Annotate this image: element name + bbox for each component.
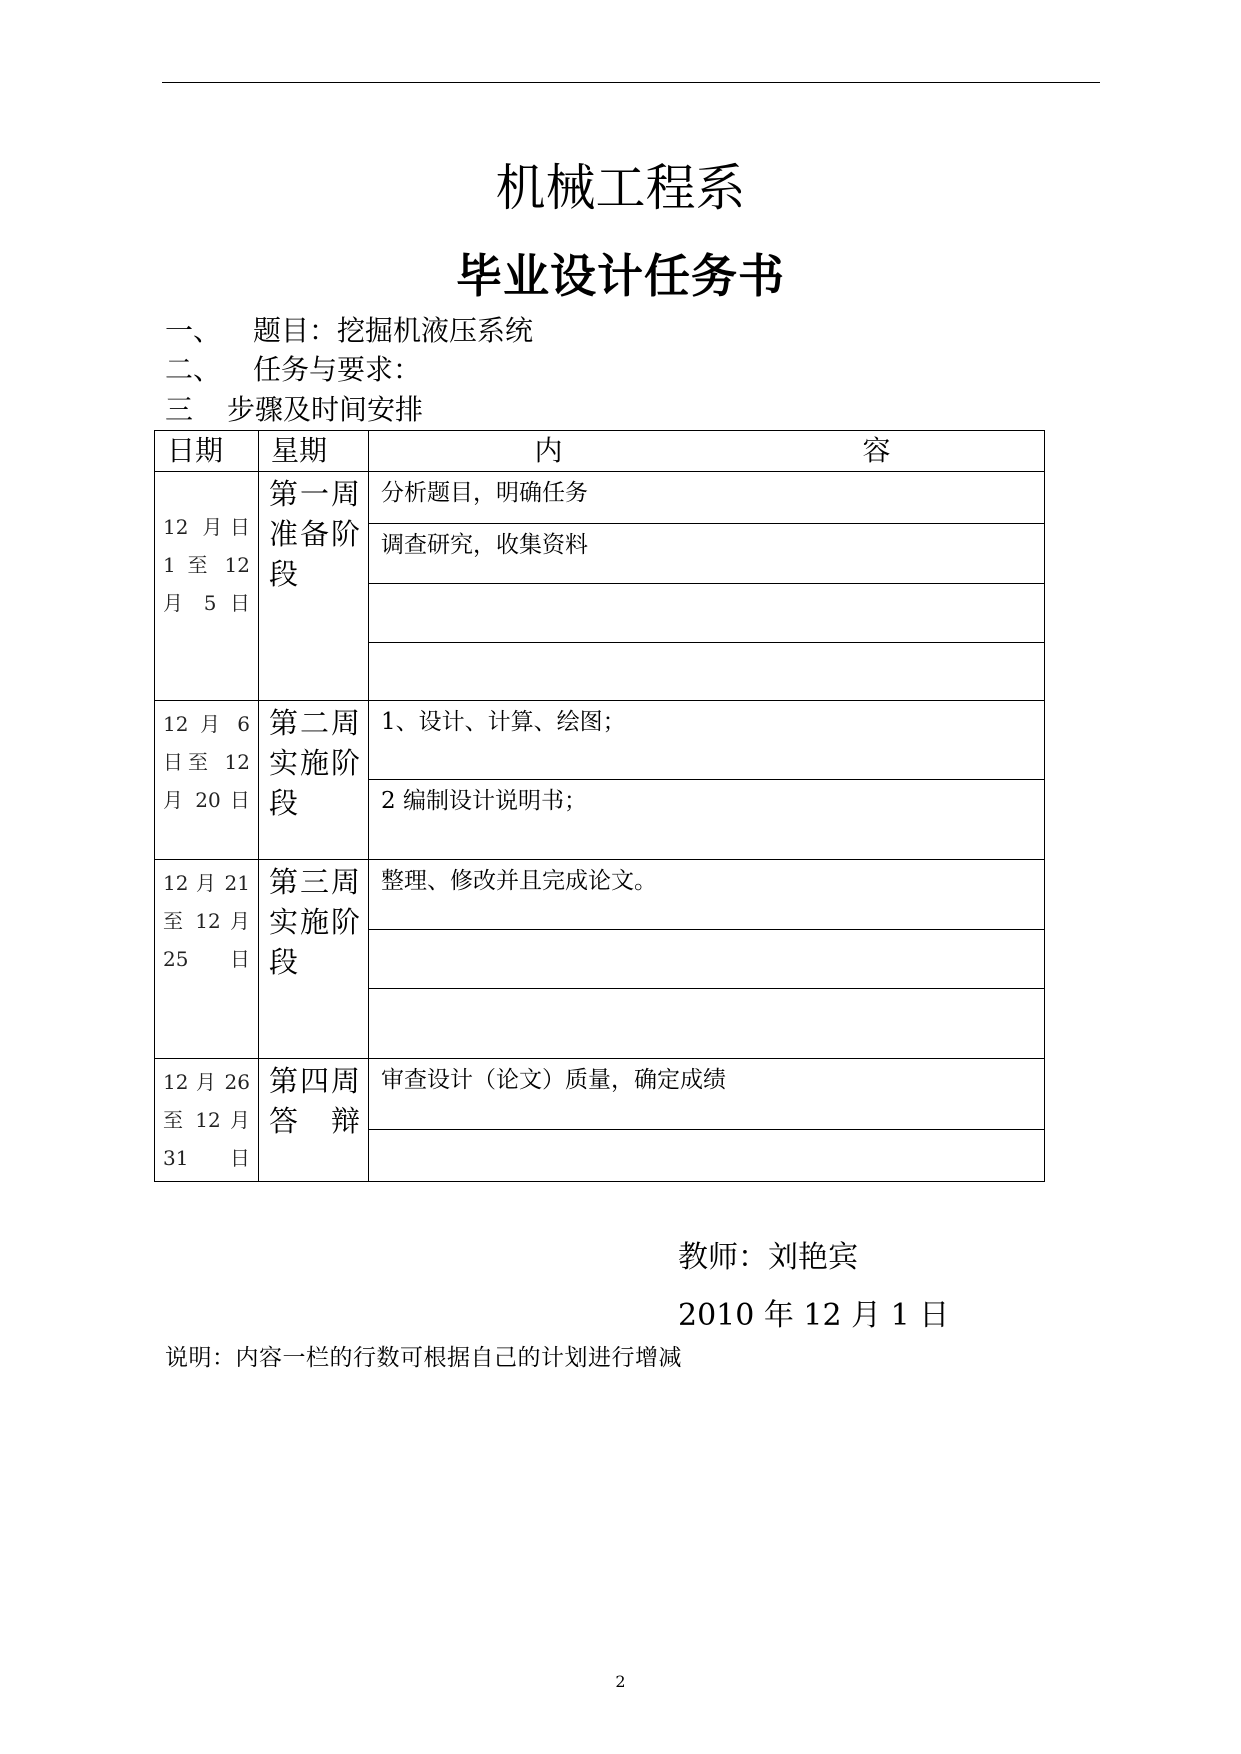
header-week: 星期 — [259, 431, 369, 472]
content-cell: 1、设计、计算、绘图； — [369, 701, 1045, 780]
department-title: 机械工程系 — [495, 159, 746, 217]
content-cell — [369, 930, 1045, 989]
content-cell: 审查设计（论文）质量，确定成绩 — [369, 1059, 1045, 1130]
content-cell — [369, 584, 1045, 643]
phase-cell: 第四周答辩 — [259, 1059, 369, 1182]
date-cell: 12 月日 1 至 12 月 5 日 — [155, 472, 259, 701]
header-content-right: 容 — [862, 434, 891, 467]
section-number: 三 — [165, 393, 194, 426]
section-text: 题目：挖掘机液压系统 — [253, 314, 534, 347]
section-number: 二、 — [165, 353, 222, 386]
content-cell: 2 编制设计说明书； — [369, 780, 1045, 860]
table-row — [155, 701, 1045, 780]
header-content-left: 内 — [534, 434, 563, 467]
section-number: 一、 — [165, 314, 222, 347]
page-number: 2 — [615, 1672, 626, 1691]
table-row — [155, 860, 1045, 930]
header-rule — [162, 82, 1100, 83]
table-header-row — [155, 431, 1045, 472]
header-content — [369, 431, 1045, 472]
section-requirements — [165, 352, 421, 388]
schedule-table — [154, 430, 1045, 1182]
teacher-signature: 教师：刘艳宾 — [678, 1240, 858, 1275]
header-date: 日期 — [155, 431, 259, 472]
date-cell: 12 月 21 至 12 月 25 日 — [155, 860, 259, 1059]
date-cell: 12 月 6 日至 12 月 20 日 — [155, 701, 259, 860]
content-cell — [369, 1129, 1045, 1181]
table-row — [155, 472, 1045, 524]
content-cell: 调查研究，收集资料 — [369, 524, 1045, 584]
content-cell: 整理、修改并且完成论文。 — [369, 860, 1045, 930]
document-title: 毕业设计任务书 — [456, 249, 785, 303]
section-schedule — [165, 392, 423, 428]
section-text: 任务与要求： — [253, 353, 422, 386]
phase-cell: 第二周实施阶段 — [259, 701, 369, 860]
content-cell — [369, 989, 1045, 1059]
phase-cell: 第三周实施阶段 — [259, 860, 369, 1059]
phase-cell: 第一周准备阶段 — [259, 472, 369, 701]
section-text: 步骤及时间安排 — [227, 393, 424, 426]
date-cell: 12 月 26 至 12 月 31 日 — [155, 1059, 259, 1182]
section-topic — [165, 313, 533, 349]
sign-date: 2010 年 12 月 1 日 — [678, 1298, 950, 1333]
table-row — [155, 1059, 1045, 1130]
note: 说明：内容一栏的行数可根据自己的计划进行增减 — [165, 1345, 682, 1371]
content-cell: 分析题目，明确任务 — [369, 472, 1045, 524]
content-cell — [369, 643, 1045, 701]
